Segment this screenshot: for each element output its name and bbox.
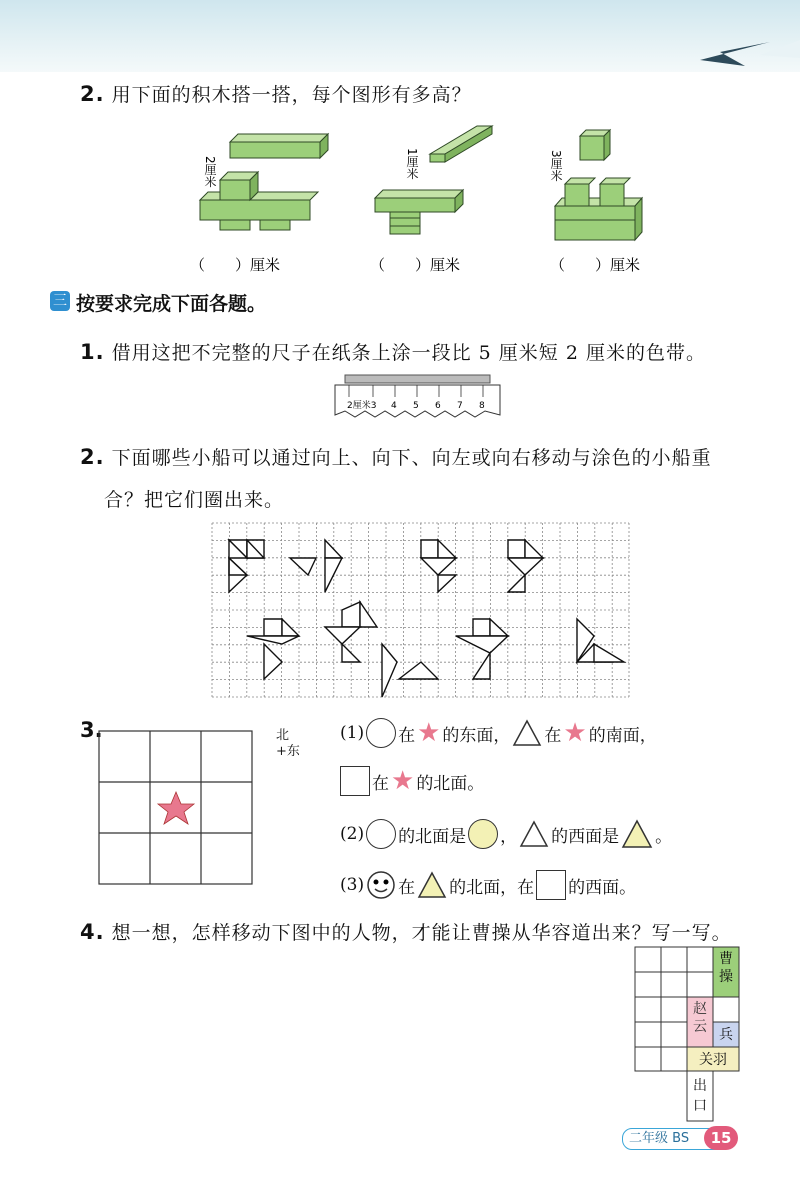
block-question-text: 用下面的积木搭一搭，每个图形有多高？ — [111, 84, 472, 106]
block-question: 2. 用下面的积木搭一搭，每个图形有多高？ — [80, 82, 472, 106]
boat[interactable] — [508, 540, 543, 592]
ruler-mark-8: 8 — [479, 401, 485, 411]
circle-icon — [366, 718, 396, 748]
ruler-mark-5: 5 — [413, 401, 419, 411]
block-bar-1cm — [430, 126, 492, 162]
block-stack-2 — [375, 190, 463, 234]
direction-grid — [98, 730, 254, 886]
circle-icon — [366, 819, 396, 849]
compass-north: 北 — [276, 728, 290, 743]
star-icon: ★ — [563, 718, 587, 748]
triangle-icon — [512, 719, 542, 747]
boat-grid — [212, 523, 630, 699]
smiley-icon — [366, 870, 396, 900]
boat[interactable] — [325, 602, 377, 662]
boat[interactable] — [577, 619, 624, 662]
top-banner — [0, 0, 800, 72]
label-3cm: 3厘米 — [549, 150, 563, 182]
star-icon: ★ — [417, 718, 441, 748]
cao-cao-label: 曹操 — [719, 951, 733, 985]
q3-line2: (2) 的北面是 ， 的西面是 。 — [340, 819, 672, 849]
page-number: 15 — [704, 1126, 738, 1150]
blank-2[interactable]: （ ）厘米 — [370, 256, 461, 274]
q3-line1b: 在 ★ 的北面。 — [340, 766, 484, 796]
boat-question-line2: 合？把它们圈出来。 — [104, 489, 285, 511]
yellow-triangle-icon — [417, 871, 447, 899]
block-stack-3 — [555, 178, 642, 240]
ruler-mark-7: 7 — [457, 401, 463, 411]
compass-east: +东 — [276, 744, 300, 759]
paper-plane-icon — [0, 0, 800, 72]
boat[interactable] — [382, 644, 438, 697]
block-figures — [180, 120, 680, 274]
triangle-icon — [519, 820, 549, 848]
label-2cm: 2厘米 — [203, 156, 217, 188]
blank-1[interactable]: （ ）厘米 — [190, 256, 281, 274]
label-1cm: 1厘米 — [405, 148, 419, 180]
compass — [276, 728, 300, 760]
star-icon — [158, 792, 194, 824]
ruler-mark-4: 4 — [391, 401, 397, 411]
square-icon — [536, 870, 566, 900]
q3-line3: (3) 在 的北面，在 的西面。 — [340, 870, 636, 900]
boat[interactable] — [421, 540, 456, 592]
blank-3[interactable]: （ ）厘米 — [550, 256, 641, 274]
broken-ruler — [335, 375, 500, 423]
ruler-mark-2: 2厘米3 — [347, 401, 377, 411]
huarong-question: 4. 想一想，怎样移动下图中的人物，才能让曹操从华容道出来？写一写。 — [80, 920, 732, 944]
star-icon: ★ — [391, 766, 415, 796]
exit-label: 出口 — [693, 1078, 707, 1114]
block-stack-1 — [200, 172, 318, 230]
guan-yu-label: 关羽 — [699, 1052, 727, 1068]
square-icon — [340, 766, 370, 796]
section-title: 按要求完成下面各题。 — [76, 293, 267, 315]
block-cube-3cm — [580, 130, 610, 160]
boat-question: 2. 下面哪些小船可以通过向上、向下、向左或向右移动与涂色的小船重 — [80, 445, 712, 469]
boats — [229, 540, 624, 697]
ruler-mark-6: 6 — [435, 401, 441, 411]
boat[interactable] — [456, 619, 508, 679]
q3-number: 3. — [80, 718, 103, 742]
grade-tag: 二年级 BS — [622, 1128, 726, 1150]
boat[interactable] — [247, 619, 299, 679]
section-icon: 三 — [50, 291, 70, 311]
ruler-question: 1. 借用这把不完整的尺子在纸条上涂一段比 5 厘米短 2 厘米的色带。 — [80, 340, 706, 364]
zhao-yun-label: 赵云 — [693, 1001, 707, 1035]
yellow-circle-icon — [468, 819, 498, 849]
block-bar-2cm — [230, 134, 328, 158]
yellow-triangle-icon — [621, 819, 653, 849]
q3-line1: (1) 在 ★ 的东面， 在 ★ 的南面， — [340, 718, 657, 748]
bing-label: 兵 — [719, 1027, 733, 1043]
